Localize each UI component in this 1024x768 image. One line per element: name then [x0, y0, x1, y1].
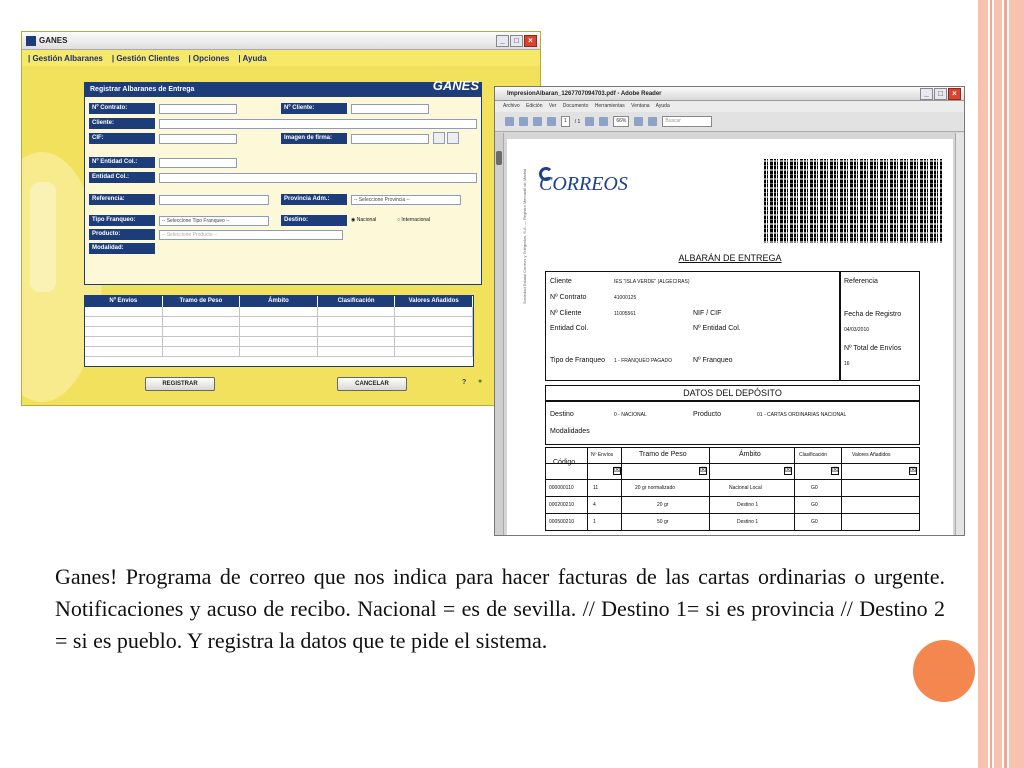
app-logo-icon	[26, 36, 36, 46]
cliente-input[interactable]	[159, 119, 477, 129]
entidad-num-input[interactable]	[159, 158, 237, 168]
ganes-brand-logo: GANES	[432, 78, 479, 93]
label-entidad-num: Nº Entidad Col.:	[89, 157, 155, 168]
destino-value: 0 - NACIONAL	[614, 412, 647, 418]
menu-edicion[interactable]: Edición	[526, 103, 543, 109]
radio-nacional[interactable]: ◉ Nacional	[351, 217, 377, 223]
checkbox-icon: ☒	[700, 467, 707, 474]
grid-header: Nº Envíos	[85, 296, 163, 307]
table-row[interactable]	[85, 337, 473, 347]
zoom-out-icon[interactable]	[585, 117, 594, 126]
cliente-num-input[interactable]	[351, 104, 429, 114]
registrar-albaranes-form	[84, 78, 482, 285]
email-icon[interactable]	[519, 117, 528, 126]
window-title: GANES	[39, 36, 68, 45]
label-referencia: Referencia:	[89, 194, 155, 205]
cell-clasificacion: G0	[811, 502, 818, 508]
cell-tramo: 50 gr	[657, 519, 669, 525]
stripe	[1004, 0, 1007, 768]
reader-window	[494, 86, 965, 536]
menu-ayuda[interactable]: | Ayuda	[238, 53, 267, 63]
reader-toolbar	[495, 112, 964, 132]
globe-icon[interactable]: ●	[478, 378, 483, 385]
tipo-franqueo-select[interactable]: -- Seleccione Tipo Franqueo --	[159, 216, 269, 226]
label-contrato: Nº Contrato:	[89, 103, 155, 114]
col-header-codigo: Código	[553, 459, 576, 466]
ncliente-value: 11005561	[614, 311, 636, 317]
contrato-value: 41000125	[614, 295, 637, 301]
browse-icon[interactable]	[433, 132, 445, 144]
label-cif: CIF:	[89, 133, 155, 144]
grid-header: Ámbito	[240, 296, 318, 307]
label-imagen-firma: Imagen de firma:	[281, 133, 347, 144]
provincia-select[interactable]: -- Seleccione Provincia --	[351, 195, 461, 205]
cell-codigo: 000500210	[549, 519, 575, 525]
correos-logo: CORREOS	[539, 173, 628, 195]
table-row[interactable]	[85, 347, 473, 357]
cell-ambito: Destino 1	[737, 502, 759, 508]
contrato-label: Nº Contrato	[550, 294, 587, 301]
col-header-tramo: Tramo de Peso	[639, 451, 687, 458]
print-icon[interactable]	[505, 117, 514, 126]
nfranqueo-label: Nº Franqueo	[693, 357, 733, 364]
label-entidad: Entidad Col.:	[89, 172, 155, 183]
tipo-franqueo-value: 1 - FRANQUEO PAGADO	[614, 358, 672, 364]
checkbox-icon: ☒	[785, 467, 792, 474]
pdf-page	[507, 139, 953, 536]
envios-grid	[84, 295, 474, 367]
fit-width-icon[interactable]	[648, 117, 657, 126]
cell-envios: 11	[593, 485, 599, 491]
registro-box	[840, 271, 920, 381]
radio-internacional-label: Internacional	[401, 217, 431, 223]
view-icon[interactable]	[447, 132, 459, 144]
reader-menu-bar	[495, 101, 964, 112]
menu-opciones[interactable]: | Opciones	[188, 53, 230, 63]
checkbox-icon: ☒	[614, 467, 621, 474]
producto-value: 01 - CARTAS ORDINARIAS NACIONAL	[757, 412, 847, 418]
producto-select[interactable]: -- Seleccione Producto --	[159, 230, 343, 240]
form-title: Registrar Albaranes de Entrega	[85, 83, 481, 97]
cell-clasificacion: G0	[811, 519, 818, 525]
slide-caption: Ganes! Programa de correo que nos indica para hacer facturas de las cartas ordinarias o urgente. Notificaciones y acuso de recibo. Nacional = es de sevilla. // Destino 1= si es provincia // Destino 2 = si es pueblo. Y registra la datos que te pide el sistema.	[55, 564, 945, 653]
ganes-window	[21, 31, 541, 406]
minimize-button[interactable]: _	[496, 35, 509, 47]
label-tipo-franqueo: Tipo Franqueo:	[89, 215, 155, 226]
help-icon[interactable]: ?	[462, 379, 467, 386]
search-input[interactable]: Buscar	[662, 116, 712, 127]
fecha-label: Fecha de Registro	[844, 311, 902, 318]
label-cliente-num: Nº Cliente:	[281, 103, 347, 114]
cancelar-button[interactable]: CANCELAR	[337, 377, 407, 391]
table-row[interactable]	[85, 307, 473, 317]
maximize-button[interactable]: □	[934, 88, 947, 100]
label-producto: Producto:	[89, 229, 155, 240]
menu-gestion-albaranes[interactable]: | Gestión Albaranes	[28, 53, 103, 63]
destino-label: Destino	[550, 411, 574, 418]
radio-nacional-label: Nacional	[356, 217, 377, 223]
cell-codigo: 000200210	[549, 502, 575, 508]
cell-tramo: 20 gr	[657, 502, 669, 508]
label-cliente: Cliente:	[89, 118, 155, 129]
reader-title: ImpresionAlbaran_1267707094703.pdf - Adobe Reader	[507, 91, 662, 97]
cif-input[interactable]	[159, 134, 237, 144]
cell-clasificacion: G0	[811, 485, 818, 491]
label-modalidad: Modalidad:	[89, 243, 155, 254]
prev-page-icon[interactable]	[533, 117, 542, 126]
barcode-overlay	[764, 159, 942, 243]
menu-herramientas[interactable]: Herramientas	[594, 103, 625, 109]
referencia-input[interactable]	[159, 195, 269, 205]
deposito-box	[545, 401, 920, 445]
menu-documento[interactable]: Documento	[562, 103, 589, 109]
entidad-input[interactable]	[159, 173, 477, 183]
ganes-titlebar	[22, 32, 540, 50]
cell-ambito: Destino 1	[737, 519, 759, 525]
checkbox-icon: ☒	[910, 467, 917, 474]
ncliente-label: Nº Cliente	[550, 310, 582, 317]
navigation-pane[interactable]	[495, 133, 504, 535]
table-row[interactable]	[85, 317, 473, 327]
cell-ambito: Nacional Local	[729, 485, 762, 491]
menu-ventana[interactable]: Ventana	[631, 103, 650, 109]
label-destino: Destino:	[281, 215, 347, 226]
entidad-label: Entidad Col.	[550, 325, 589, 332]
grid-header: Valores Añadidos	[395, 296, 473, 307]
menu-ayuda[interactable]: Ayuda	[655, 103, 670, 109]
menu-bar	[22, 50, 540, 66]
next-page-icon[interactable]	[547, 117, 556, 126]
grid-header: Clasificación	[318, 296, 396, 307]
zoom-in-icon[interactable]	[599, 117, 608, 126]
col-header-clasificacion: Clasificación	[799, 452, 828, 458]
menu-ver[interactable]: Ver	[548, 103, 557, 109]
page-total: / 1	[574, 118, 581, 125]
menu-gestion-clientes[interactable]: | Gestión Clientes	[111, 53, 180, 63]
col-header-ambito: Ámbito	[739, 451, 761, 458]
fit-page-icon[interactable]	[634, 117, 643, 126]
deposito-title: DATOS DEL DEPÓSITO	[683, 388, 782, 398]
fecha-value: 04/03/2010	[844, 327, 870, 333]
modalidades-label: Modalidades	[550, 428, 590, 435]
col-header-valores: Valores Añadidos	[852, 452, 891, 458]
page-number-input[interactable]: 1	[561, 116, 570, 127]
producto-label: Producto	[693, 411, 722, 418]
checkbox-icon: ☒	[832, 467, 839, 474]
nentidad-label: Nº Entidad Col.	[693, 325, 741, 332]
radio-internacional[interactable]: ○ Internacional	[397, 217, 431, 223]
cell-envios: 1	[593, 519, 596, 525]
pane-tab-icon[interactable]	[496, 151, 502, 165]
minimize-button[interactable]: _	[920, 88, 933, 100]
zoom-select[interactable]: 66%	[613, 116, 629, 127]
stripe	[990, 0, 992, 768]
cliente-value: IES "ISLA VERDE" (ALGECIRAS)	[614, 279, 690, 285]
reader-titlebar	[495, 87, 964, 101]
registrar-button[interactable]: REGISTRAR	[145, 377, 215, 391]
close-button[interactable]: ×	[948, 88, 961, 100]
total-envios-label: Nº Total de Envíos	[844, 345, 902, 352]
albaran-title: ALBARÁN DE ENTREGA	[678, 253, 782, 263]
cell-envios: 4	[593, 502, 596, 508]
nif-label: NIF / CIF	[693, 310, 722, 317]
col-header-envios: Nº Envíos	[591, 452, 614, 458]
imagen-firma-input[interactable]	[351, 134, 429, 144]
grid-header: Tramo de Peso	[163, 296, 241, 307]
tipo-franqueo-label: Tipo de Franqueo	[550, 357, 605, 364]
stripe	[978, 0, 988, 768]
cell-codigo: 000000110	[549, 485, 574, 491]
menu-archivo[interactable]: Archivo	[503, 103, 520, 109]
cliente-label: Cliente	[550, 278, 572, 285]
background-watermark	[30, 182, 56, 292]
vertical-legal-text: Sociedad Estatal Correos y Telégrafos, S.A. — Registro Mercantil de Madrid	[522, 168, 527, 304]
cell-tramo: 20 gr normalizado	[635, 485, 676, 491]
table-row[interactable]	[85, 327, 473, 337]
close-button[interactable]: ×	[524, 35, 537, 47]
maximize-button[interactable]: □	[510, 35, 523, 47]
total-envios-value: 16	[844, 361, 850, 367]
label-provincia: Provincia Adm.:	[281, 194, 347, 205]
vertical-scrollbar[interactable]	[955, 133, 964, 535]
contrato-input[interactable]	[159, 104, 237, 114]
referencia-label: Referencia	[844, 278, 878, 285]
stripe	[1009, 0, 1024, 768]
stripe	[994, 0, 1002, 768]
